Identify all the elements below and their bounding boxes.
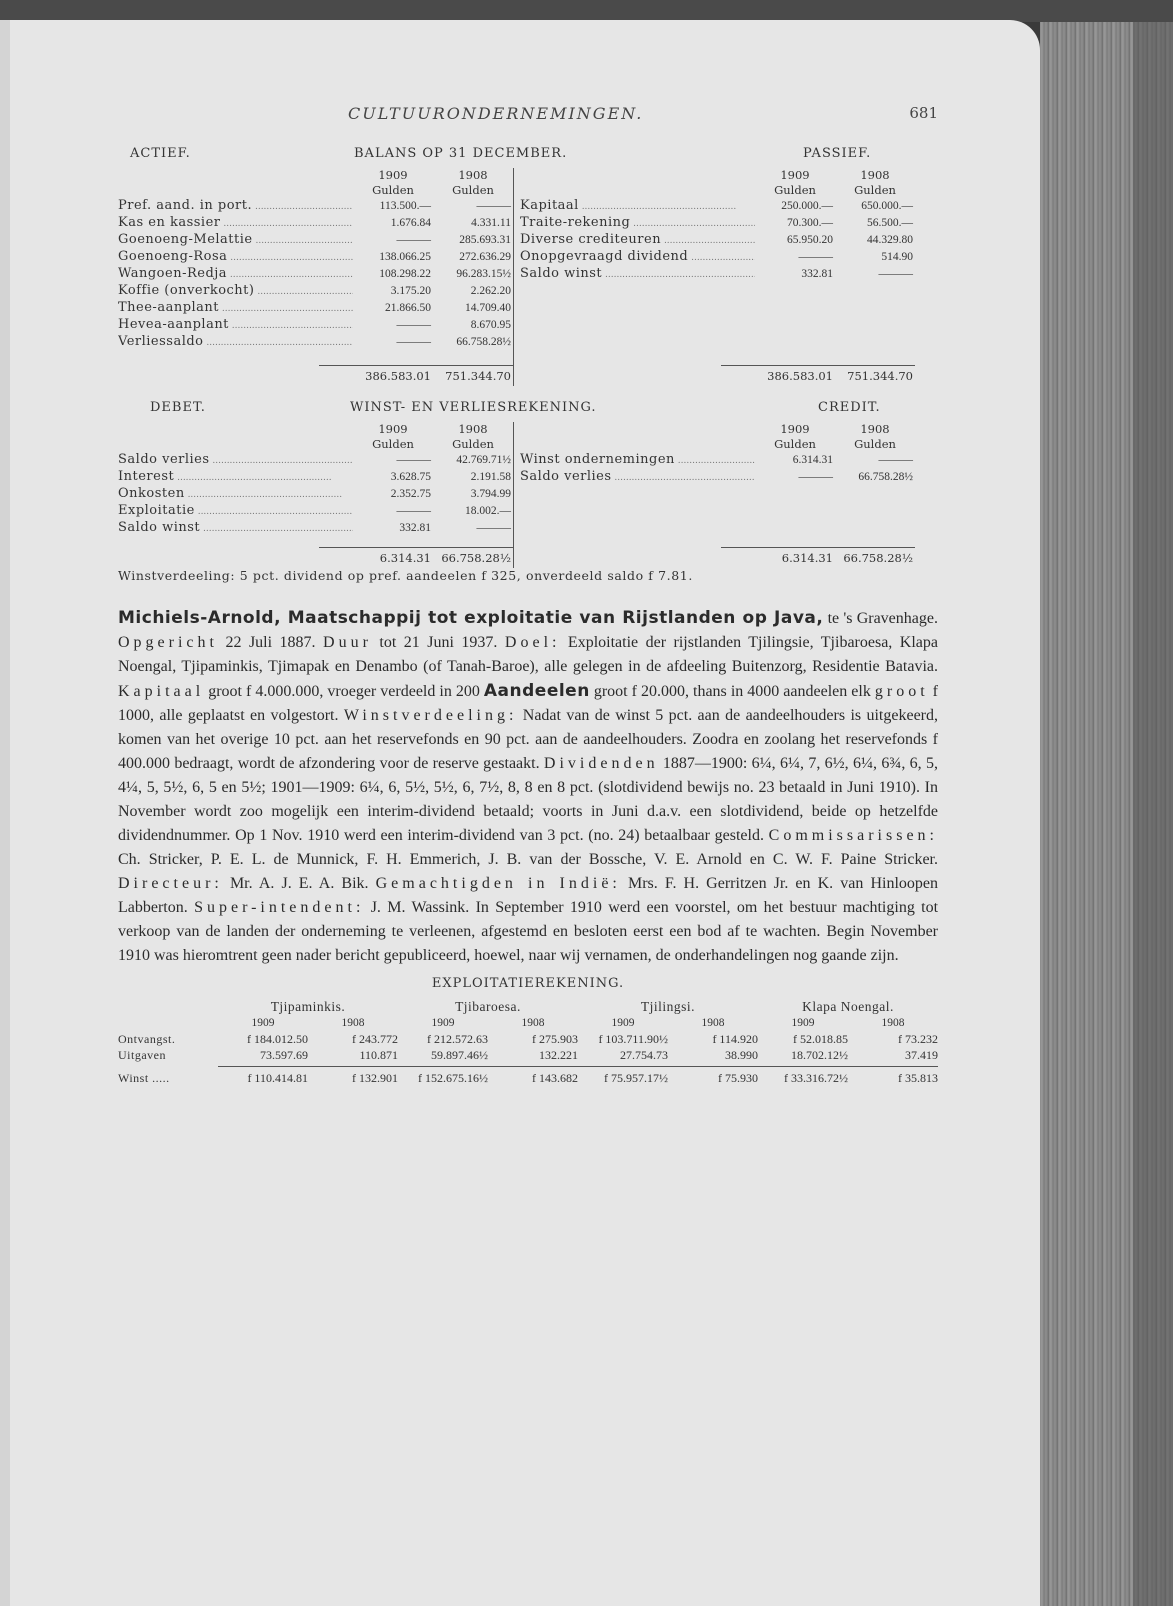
value-1909: 70.300.— [787,217,833,229]
row-label: Verliessaldo ..... [118,334,353,351]
superintendent-text: J. M. Wassink. In September 1910 werd een voorstel, om het bestuur machtiging tot verkoop van de landen der onderneming te verleenen, afgestemd en besloten eerst een bod af te wachten. Begin November 1910 was hieromtrent geen nader bericht gepubliceerd, hoewel, naar wij vernamen, de onderhandelingen nog gaande zijn. [118,899,939,965]
row-label: Wangoen-Redja ..... [118,266,353,283]
size-label: groot [874,683,929,701]
balance-sheet [118,146,938,386]
value-1909: 3.175.20 [390,285,431,297]
value-1909: 250.000.— [781,200,833,212]
table-row [520,249,915,266]
company-entry [118,606,938,968]
cell: f 114.920 [712,1032,758,1047]
cell: f 103.711.90½ [598,1032,668,1047]
cell: 37.419 [905,1048,938,1063]
row-label: Hevea-aanplant ..... [118,317,353,334]
row-label: Saldo winst ..... [520,266,755,283]
year-label: 1909 [780,422,810,436]
value-1908: 14.709.40 [465,302,511,314]
row-label: Kapitaal ..... [520,198,755,215]
value-1909: 21.866.50 [385,302,431,314]
running-head-title: CULTUURONDERNEMINGEN. [348,104,644,123]
value-1909: 65.950.20 [787,234,833,246]
year-label: 1909 [611,1017,635,1030]
table-row [520,232,915,249]
company-location: te 's Gravenhage. [823,610,938,628]
commissioners-label: Commissarissen: [768,827,938,845]
row-label: Exploitatie ..... [118,503,353,520]
profit-distribution-text: Nadat van de winst 5 pct. aan de aandeelhouders is uitgekeerd, komen van het overige 10 pct. aan het reservefonds en 90 pct. aan de aandeelhouders. Zoodra en zoolang het reservefonds f 400.000 bedraagt, wordt de afzondering voor de reserve gestaakt. [118,707,938,773]
duration-label: Duur [323,634,372,652]
purpose-label: Doel: [504,634,561,652]
cell: f 110.414.81 [247,1071,308,1086]
passief-total-row [520,366,915,386]
value-1908: 2.191.58 [470,471,511,483]
debet-heading: DEBET. [150,400,206,415]
year-label: 1908 [341,1017,365,1030]
year-label: 1908 [458,168,488,182]
director-text: Mr. A. J. E. A. Bik. [222,875,376,893]
table-row [118,232,513,249]
value-1908: 66.758.28½ [456,336,511,348]
table-row [118,503,513,520]
value-1908: 650.000.— [861,200,913,212]
year-label: 1909 [378,422,408,436]
total-1908: 751.344.70 [847,368,913,383]
value-1908: ——— [878,268,913,280]
agents-text: Mrs. F. H. Gerritzen Jr. en K. van Hinloopen Labberton. [118,875,939,917]
profit-distribution-label: Winstverdeeling: [343,707,518,725]
row-label: Goenoeng-Rosa ..... [118,249,353,266]
total-1908: 66.758.28½ [843,550,913,565]
passief-rows [520,198,915,283]
unit-label: Gulden [452,437,494,451]
passief-column [514,168,915,386]
profit-loss-header [118,400,938,422]
operating-account-title: EXPLOITATIEREKENING. [431,976,625,992]
row-label: Goenoeng-Melattie ..... [118,232,353,249]
value-1909: 332.81 [399,522,431,534]
operating-account [118,976,938,1086]
profit-loss-title: WINST- EN VERLIESREKENING. [350,400,597,415]
row-label: Interest ..... [118,469,353,486]
estate-heading: Tjibaroesa. [455,999,521,1015]
unit-label: Gulden [452,183,494,197]
profit-distribution-note: Winstverdeeling: 5 pct. dividend op pref. aandeelen f 325, onverdeeld saldo f 7.81. [118,568,693,583]
debet-column [118,422,514,568]
company-name: Michiels-Arnold, Maatschappij tot exploitatie van Rijstlanden op Java, [118,608,824,629]
row-label: Onkosten ..... [118,486,353,503]
duration-text: tot 21 Juni 1937. [371,634,505,652]
cell: f 152.675.16½ [418,1071,488,1086]
value-1908: 42.769.71½ [456,454,511,466]
page-number: 681 [909,104,938,122]
operating-account-table [118,999,938,1063]
total-1908: 751.344.70 [445,368,511,383]
unit-label: Gulden [372,437,414,451]
row-label: Winst ondernemingen ..... [520,452,755,469]
cell: 27.754.73 [620,1048,668,1063]
value-1909: 1.676.84 [390,217,431,229]
total-1908: 66.758.28½ [441,550,511,565]
table-row [118,486,513,503]
actief-heading: ACTIEF. [130,146,191,161]
value-1908: ——— [476,200,511,212]
total-rule [218,1066,938,1067]
table-row [118,452,513,469]
actief-rows [118,198,513,351]
year-label: 1909 [431,1017,455,1030]
capital-label: Kapitaal [118,683,205,701]
value-1909: 108.298.22 [379,268,431,280]
year-label: 1908 [881,1017,905,1030]
value-1909: 2.352.75 [390,488,431,500]
table-row [118,520,513,537]
cell: 132.221 [539,1048,578,1063]
row-label: Saldo verlies ..... [118,452,353,469]
founded-label: Opgericht [118,634,218,652]
table-row [118,469,513,486]
total-1909: 386.583.01 [767,368,833,383]
year-label: 1909 [780,168,810,182]
cell: f 212.572.63 [427,1032,488,1047]
year-label: 1908 [521,1017,545,1030]
row-label: Uitgaven [118,1048,166,1063]
unit-label: Gulden [854,183,896,197]
estate-heading: Tjipaminkis. [270,999,346,1015]
value-1908: 4.331.11 [471,217,511,229]
shares-label: Aandeelen [483,681,590,702]
cell: f 33.316.72½ [784,1071,848,1086]
profit-loss-account [118,400,938,584]
table-row [118,334,513,351]
page-left-edge [0,20,10,1606]
cell: 38.990 [725,1048,758,1063]
debet-total-row [118,548,513,568]
unit-label: Gulden [854,437,896,451]
commissioners-text: Ch. Stricker, P. E. L. de Munnick, F. H. Emmerich, J. B. van der Bossche, V. E. Arnold en C. W. F. Paine Stricker. [118,851,938,869]
scan-top-border [0,0,1173,22]
cell: f 275.903 [532,1032,578,1047]
year-label: 1909 [378,168,408,182]
agents-label: Gemachtigden in Indië: [375,875,621,893]
cell: f 75.957.17½ [604,1071,668,1086]
table-row [118,198,513,215]
total-1909: 386.583.01 [365,368,431,383]
table-row [118,300,513,317]
year-label: 1908 [860,422,890,436]
row-label: Kas en kassier ..... [118,215,353,232]
row-label: Koffie (onverkocht) ..... [118,283,353,300]
size-text: f 1000, alle geplaatst en volgestort. [118,683,938,725]
value-1909: 3.628.75 [390,471,431,483]
table-row [118,283,513,300]
cell: f 143.682 [532,1071,578,1086]
value-1909: ——— [798,251,833,263]
unit-label: Gulden [774,183,816,197]
value-1909: ——— [396,336,431,348]
row-label: Pref. aand. in port. ..... [118,198,353,215]
unit-label: Gulden [774,437,816,451]
total-1909: 6.314.31 [379,550,431,565]
table-row [118,249,513,266]
cell: f 52.018.85 [793,1032,848,1047]
dividends-label: Dividenden [543,755,659,773]
balance-title: BALANS OP 31 DECEMBER. [354,146,568,161]
shares-text: groot f 20.000, thans in 4000 aandeelen elk [589,683,875,701]
actief-total-row [118,366,513,386]
value-1908: 285.693.31 [459,234,511,246]
value-1908: ——— [476,522,511,534]
total-1909: 6.314.31 [781,550,833,565]
year-label: 1909 [791,1017,815,1030]
value-1909: 332.81 [801,268,833,280]
year-label: 1909 [251,1017,275,1030]
actief-column [118,168,514,386]
row-label: Onopgevraagd dividend ..... [520,249,755,266]
value-1908: 56.500.— [867,217,913,229]
estate-heading: Tjilingsi. [640,999,696,1015]
estate-heading: Klapa Noengal. [802,999,894,1015]
running-head [118,100,938,126]
value-1908: ——— [878,454,913,466]
value-1909: ——— [396,505,431,517]
cell: f 73.232 [898,1032,938,1047]
value-1908: 8.670.95 [470,319,511,331]
year-label: 1908 [701,1017,725,1030]
dividends-text: 1887—1900: 6¼, 6¼, 7, 6½, 6¼, 6¾, 6, 5, 4¼, 5, 5½, 6, 5 en 5½; 1901—1909: 6¼, 6, 5½, 5½, 6, 7½, 8, 8 en 8 pct. (slotdividend bewijs no. 23 betaald in Juni 1910). In November wordt zoo mogelijk een interim-dividend betaald; voorts in Juni d.a.v. een slotdividend, beide op hetzelfde dividendnummer. Op 1 Nov. 1910 werd een interim-dividend van 3 pct. (no. 24) betaalbaar gesteld. [118,755,938,845]
balance-header [118,146,938,168]
cell: 18.702.12½ [791,1048,848,1063]
year-label: 1908 [860,168,890,182]
cell: f 132.901 [352,1071,398,1086]
value-1909: 138.066.25 [379,251,431,263]
value-1908: 2.262.20 [470,285,511,297]
row-label: Thee-aanplant ..... [118,300,353,317]
table-row [118,317,513,334]
capital-text: groot f 4.000.000, vroeger verdeeld in 200 [204,683,484,701]
value-1909: 113.500.— [379,200,431,212]
unit-label: Gulden [372,183,414,197]
table-row [520,452,915,469]
director-label: Directeur: [118,875,223,893]
value-1908: 66.758.28½ [858,471,913,483]
purpose-text: Exploitatie der rijstlanden Tjilingsie, Tjibaroesa, Klapa Noengal, Tjipaminkis, Tjimapak en Denambo (of Tanah-Baroe), alle gelegen in de afdeeling Buitenzorg, Residentie Batavia. [118,634,938,676]
cell: f 243.772 [352,1032,398,1047]
table-row [520,469,915,486]
book-page-edges [1040,22,1173,1606]
value-1909: ——— [798,471,833,483]
cell: f 75.930 [718,1071,758,1086]
value-1909: ——— [396,234,431,246]
row-label: Ontvangst. [118,1032,176,1047]
credit-heading: CREDIT. [818,400,881,415]
superintendent-label: Super-intendent: [194,899,365,917]
year-label: 1908 [458,422,488,436]
value-1908: 272.636.29 [459,251,511,263]
credit-total-row [520,548,915,568]
value-1908: 514.90 [881,251,913,263]
value-1908: 96.283.15½ [456,268,511,280]
cell: 73.597.69 [260,1048,308,1063]
table-row [118,215,513,232]
cell: 110.871 [359,1048,398,1063]
passief-heading: PASSIEF. [803,146,872,161]
cell: f 184.012.50 [247,1032,308,1047]
value-1908: 3.794.99 [470,488,511,500]
table-row [520,215,915,232]
value-1908: 44.329.80 [867,234,913,246]
value-1908: 18.002.— [465,505,511,517]
row-label: Diverse crediteuren ..... [520,232,755,249]
cell: f 35.813 [898,1071,938,1086]
value-1909: ——— [396,319,431,331]
table-row [118,266,513,283]
row-label: Winst ..... [118,1071,170,1086]
operating-account-total [118,1070,938,1086]
value-1909: ——— [396,454,431,466]
row-label: Traite-rekening ..... [520,215,755,232]
row-label: Saldo verlies ..... [520,469,755,486]
table-row [520,198,915,215]
cell: 59.897.46½ [431,1048,488,1063]
page-content [118,100,938,1086]
founded-text: 22 Juli 1887. [217,634,324,652]
credit-column [514,422,915,568]
table-row [520,266,915,283]
row-label: Saldo winst ..... [118,520,353,537]
binding-shadow [1133,22,1173,1606]
value-1909: 6.314.31 [792,454,833,466]
